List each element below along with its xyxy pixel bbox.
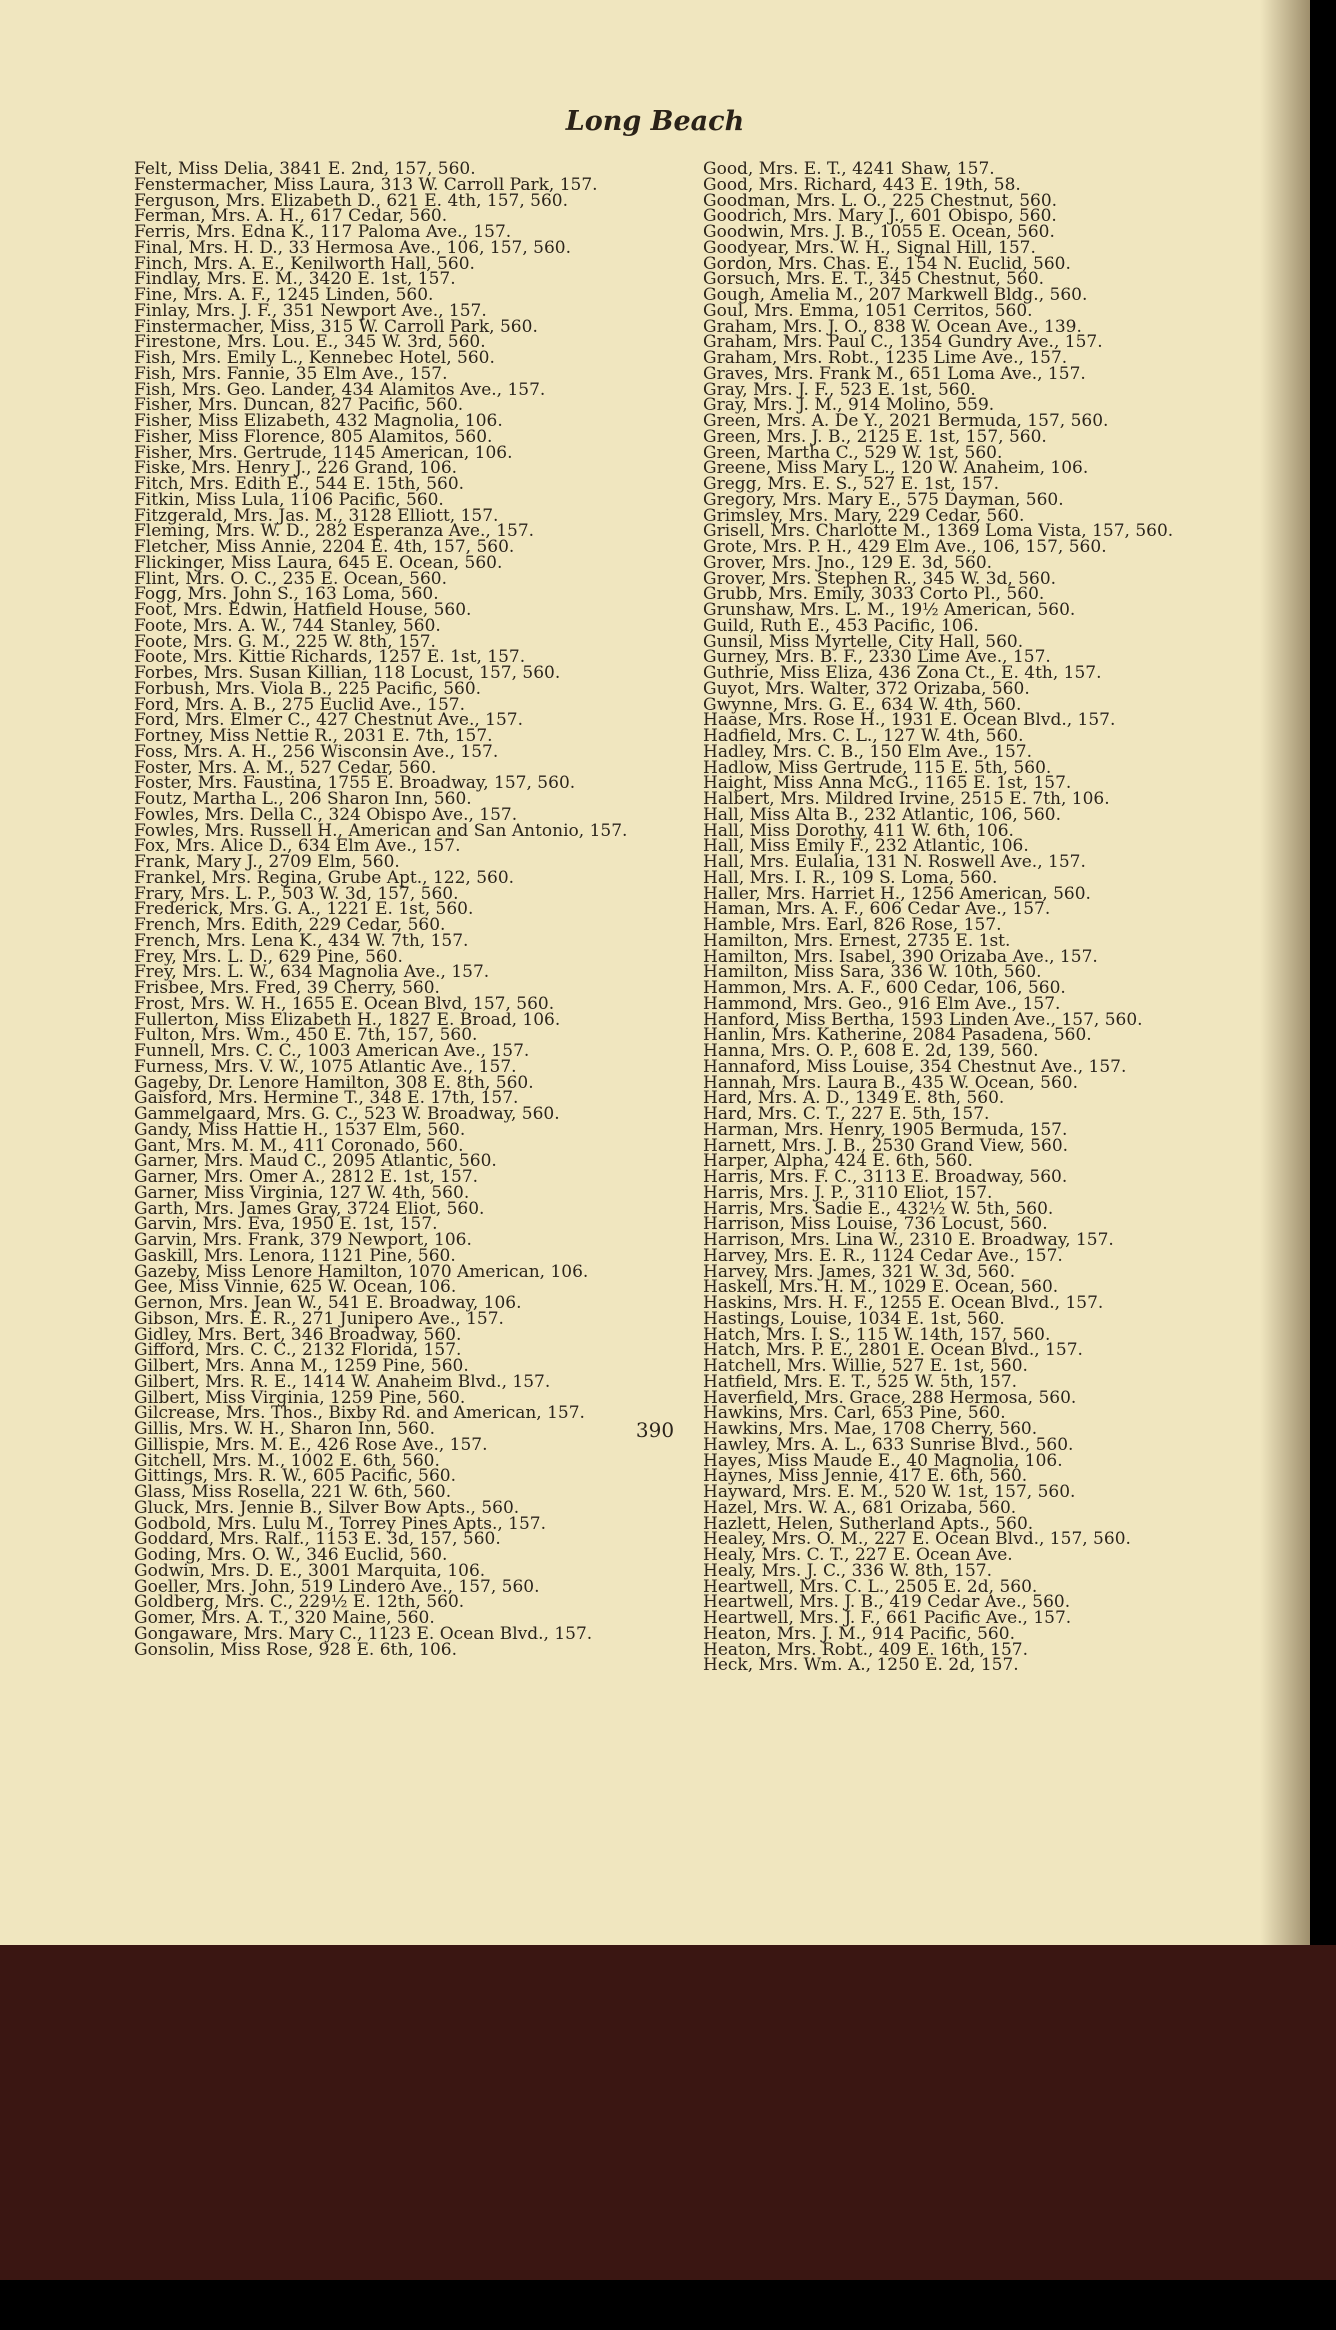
- directory-entry: Graham, Mrs. Paul C., 1354 Gundry Ave., 157.: [703, 332, 1103, 353]
- directory-entry: Goodrich, Mrs. Mary J., 601 Obispo, 560.: [703, 206, 1057, 227]
- directory-entry: Fortney, Miss Nettie R., 2031 E. 7th, 157.: [134, 726, 493, 746]
- directory-entry: Harris, Mrs. Sadie E., 432½ W. 5th, 560.: [703, 1198, 1054, 1219]
- directory-entry: Heartwell, Mrs. J. B., 419 Cedar Ave., 560.: [703, 1592, 1071, 1613]
- directory-entry: Hatchell, Mrs. Willie, 527 E. 1st, 560.: [703, 1356, 1028, 1376]
- directory-entry: Frisbee, Mrs. Fred, 39 Cherry, 560.: [134, 978, 440, 998]
- directory-entry: Grubb, Mrs. Emily, 3033 Corto Pl., 560.: [703, 584, 1045, 605]
- directory-entry: Hall, Mrs. I. R., 109 S. Loma, 560.: [703, 867, 998, 888]
- directory-entry: Hawkins, Mrs. Mae, 1708 Cherry, 560.: [703, 1419, 1038, 1439]
- directory-entry: Frankel, Mrs. Regina, Grube Apt., 122, 560.: [134, 867, 515, 888]
- directory-entry: Godwin, Mrs. D. E., 3001 Marquita, 106.: [134, 1560, 486, 1581]
- page-gutter-shadow: [1260, 0, 1310, 1945]
- directory-entry: Healy, Mrs. C. T., 227 E. Ocean Ave.: [703, 1545, 1013, 1565]
- directory-entry: Fitzgerald, Mrs. Jas. M., 3128 Elliott, 157.: [134, 505, 499, 526]
- directory-entry: Gidley, Mrs. Bert, 346 Broadway, 560.: [134, 1324, 462, 1345]
- directory-entry: Gillispie, Mrs. M. E., 426 Rose Ave., 157.: [134, 1434, 488, 1455]
- directory-entry: Fullerton, Miss Elizabeth H., 1827 E. Broad, 106.: [134, 1009, 561, 1030]
- directory-entry: Frey, Mrs. L. W., 634 Magnolia Ave., 157.: [134, 962, 490, 983]
- directory-entry: Gregory, Mrs. Mary E., 575 Dayman, 560.: [703, 489, 1064, 510]
- directory-entry: Gurney, Mrs. B. F., 2330 Lime Ave., 157.: [703, 647, 1051, 668]
- directory-entry: Foss, Mrs. A. H., 256 Wisconsin Ave., 157.: [134, 741, 499, 762]
- directory-entry: Harrison, Mrs. Lina W., 2310 E. Broadway, 157.: [703, 1230, 1114, 1250]
- directory-entry: Frey, Mrs. L. D., 629 Pine, 560.: [134, 946, 403, 967]
- directory-entry: Goeller, Mrs. John, 519 Lindero Ave., 157, 560.: [134, 1576, 540, 1597]
- directory-entry: Harrison, Miss Louise, 736 Locust, 560.: [703, 1214, 1048, 1235]
- directory-entry: Fox, Mrs. Alice D., 634 Elm Ave., 157.: [134, 836, 461, 857]
- directory-entry: Heartwell, Mrs. J. F., 661 Pacific Ave., 157.: [703, 1608, 1072, 1628]
- directory-entry: Heaton, Mrs. Robt., 409 E. 16th, 157.: [703, 1639, 1029, 1660]
- book-cover: [0, 1945, 1336, 2280]
- directory-entry: Gilbert, Miss Virginia, 1259 Pine, 560.: [134, 1387, 466, 1408]
- directory-entry: Gageby, Dr. Lenore Hamilton, 308 E. 8th, 560.: [134, 1072, 534, 1093]
- directory-entry: Ford, Mrs. A. B., 275 Euclid Ave., 157.: [134, 694, 465, 715]
- directory-entry: Fisher, Miss Florence, 805 Alamitos, 560.: [134, 426, 493, 447]
- directory-entry: Forbush, Mrs. Viola B., 225 Pacific, 560.: [134, 678, 482, 699]
- directory-entry: Fletcher, Miss Annie, 2204 E. 4th, 157, 560.: [134, 537, 515, 557]
- directory-entry: Halbert, Mrs. Mildred Irvine, 2515 E. 7th, 106.: [703, 789, 1110, 809]
- page-number: 390: [635, 1418, 675, 1442]
- page-header: Long Beach: [565, 106, 745, 137]
- directory-entry: Good, Mrs. Richard, 443 E. 19th, 58.: [703, 174, 1021, 195]
- directory-entry: Fisher, Mrs. Gertrude, 1145 American, 106.: [134, 442, 513, 463]
- directory-entry: Fisher, Miss Elizabeth, 432 Magnolia, 106.: [134, 411, 503, 431]
- directory-entry: Hatch, Mrs. I. S., 115 W. 14th, 157, 560.: [703, 1324, 1051, 1345]
- directory-entry: Frank, Mary J., 2709 Elm, 560.: [134, 852, 400, 872]
- directory-entry: Hammon, Mrs. A. F., 600 Cedar, 106, 560.: [703, 978, 1066, 998]
- directory-entry: Harris, Mrs. F. C., 3113 E. Broadway, 560.: [703, 1167, 1068, 1187]
- directory-entry: Hatfield, Mrs. E. T., 525 W. 5th, 157.: [703, 1371, 1018, 1392]
- directory-entry: Hawkins, Mrs. Carl, 653 Pine, 560.: [703, 1403, 1006, 1424]
- directory-entry: Harnett, Mrs. J. B., 2530 Grand View, 560.: [703, 1135, 1069, 1156]
- directory-entry: Garth, Mrs. James Gray, 3724 Eliot, 560.: [134, 1198, 485, 1219]
- directory-entry: French, Mrs. Lena K., 434 W. 7th, 157.: [134, 930, 469, 951]
- directory-entry: Hard, Mrs. A. D., 1349 E. 8th, 560.: [703, 1088, 1005, 1109]
- directory-entry: Grimsley, Mrs. Mary, 229 Cedar, 560.: [703, 505, 1025, 526]
- directory-entry: Hazlett, Helen, Sutherland Apts., 560.: [703, 1513, 1034, 1534]
- directory-entry: Haman, Mrs. A. F., 606 Cedar Ave., 157.: [703, 899, 1051, 920]
- directory-entry: Felt, Miss Delia, 3841 E. 2nd, 157, 560.: [134, 159, 476, 179]
- directory-entry: Goldberg, Mrs. C., 229½ E. 12th, 560.: [134, 1592, 465, 1613]
- directory-entry: Foutz, Martha L., 206 Sharon Inn, 560.: [134, 789, 472, 809]
- directory-entry: Gandy, Miss Hattie H., 1537 Elm, 560.: [134, 1119, 466, 1140]
- directory-entry: Fine, Mrs. A. F., 1245 Linden, 560.: [134, 285, 434, 305]
- directory-entry: Gonsolin, Miss Rose, 928 E. 6th, 106.: [134, 1639, 457, 1660]
- directory-entry: Flint, Mrs. O. C., 235 E. Ocean, 560.: [134, 568, 448, 589]
- directory-entry: Gongaware, Mrs. Mary C., 1123 E. Ocean Blvd., 157.: [134, 1623, 593, 1644]
- directory-entry: Gilbert, Mrs. Anna M., 1259 Pine, 560.: [134, 1356, 469, 1376]
- directory-entry: Final, Mrs. H. D., 33 Hermosa Ave., 106, 157, 560.: [134, 237, 571, 258]
- directory-entry: Guyot, Mrs. Walter, 372 Orizaba, 560.: [703, 678, 1030, 699]
- directory-entry: Goul, Mrs. Emma, 1051 Cerritos, 560.: [703, 300, 1033, 321]
- directory-entry: Ferris, Mrs. Edna K., 117 Paloma Ave., 157.: [134, 222, 512, 242]
- directory-entry: Gough, Amelia M., 207 Markwell Bldg., 560.: [703, 285, 1088, 305]
- directory-entry: Guild, Ruth E., 453 Pacific, 106.: [703, 615, 979, 636]
- directory-entry: Harvey, Mrs. James, 321 W. 3d, 560.: [703, 1261, 1016, 1282]
- directory-entry: Gittings, Mrs. R. W., 605 Pacific, 560.: [134, 1466, 457, 1487]
- directory-entry: Graham, Mrs. Robt., 1235 Lime Ave., 157.: [703, 348, 1068, 368]
- directory-entry: Godbold, Mrs. Lulu M., Torrey Pines Apts., 157.: [134, 1513, 547, 1534]
- directory-entry: Fitkin, Miss Lula, 1106 Pacific, 560.: [134, 489, 444, 510]
- directory-entry: Hadley, Mrs. C. B., 150 Elm Ave., 157.: [703, 741, 1033, 762]
- directory-entry: Frost, Mrs. W. H., 1655 E. Ocean Blvd, 157, 560.: [134, 993, 555, 1014]
- directory-entry: Harman, Mrs. Henry, 1905 Bermuda, 157.: [703, 1119, 1068, 1140]
- directory-entry: Haller, Mrs. Harriet H., 1256 American, 560.: [703, 883, 1091, 904]
- directory-entry: Hammond, Mrs. Geo., 916 Elm Ave., 157.: [703, 993, 1061, 1014]
- directory-entry: Hayes, Miss Maude E., 40 Magnolia, 106.: [703, 1450, 1063, 1471]
- directory-entry: Fulton, Mrs. Wm., 450 E. 7th, 157, 560.: [134, 1025, 478, 1046]
- directory-entry: Finlay, Mrs. J. F., 351 Newport Ave., 157.: [134, 300, 487, 321]
- directory-entry: Graves, Mrs. Frank M., 651 Loma Ave., 157.: [703, 363, 1086, 384]
- directory-entry: Fitch, Mrs. Edith E., 544 E. 15th, 560.: [134, 474, 465, 494]
- directory-entry: Goding, Mrs. O. W., 346 Euclid, 560.: [134, 1545, 448, 1565]
- directory-entry: Fish, Mrs. Geo. Lander, 434 Alamitos Ave., 157.: [134, 379, 546, 400]
- directory-entry: Hadlow, Miss Gertrude, 115 E. 5th, 560.: [703, 757, 1052, 778]
- directory-entry: Foote, Mrs. Kittie Richards, 1257 E. 1st, 157.: [134, 647, 526, 668]
- directory-entry: Fish, Mrs. Emily L., Kennebec Hotel, 560.: [134, 348, 495, 368]
- directory-entry: Green, Mrs. A. De Y., 2021 Bermuda, 157, 560.: [703, 411, 1109, 431]
- directory-entry: Frederick, Mrs. G. A., 1221 E. 1st, 560.: [134, 899, 474, 920]
- background-bottom: [0, 2280, 1336, 2330]
- directory-entry: Grover, Mrs. Stephen R., 345 W. 3d, 560.: [703, 568, 1057, 589]
- directory-entry: Haskell, Mrs. H. M., 1029 E. Ocean, 560.: [703, 1277, 1059, 1298]
- directory-entry: Good, Mrs. E. T., 4241 Shaw, 157.: [703, 159, 995, 179]
- directory-entry: Gammelgaard, Mrs. G. C., 523 W. Broadway, 560.: [134, 1104, 560, 1124]
- directory-entry: Ford, Mrs. Elmer C., 427 Chestnut Ave., 157.: [134, 710, 524, 731]
- directory-entry: Fowles, Mrs. Russell H., American and San Antonio, 157.: [134, 820, 628, 841]
- directory-entry: Foote, Mrs. G. M., 225 W. 8th, 157.: [134, 631, 436, 652]
- directory-entry: Gitchell, Mrs. M., 1002 E. 6th, 560.: [134, 1450, 440, 1471]
- directory-entry: Furness, Mrs. V. W., 1075 Atlantic Ave., 157.: [134, 1056, 517, 1077]
- directory-entry: Healy, Mrs. J. C., 336 W. 8th, 157.: [703, 1560, 993, 1581]
- directory-entry: Finstermacher, Miss, 315 W. Carroll Park, 560.: [134, 316, 538, 337]
- directory-entry: Forbes, Mrs. Susan Killian, 118 Locust, 157, 560.: [134, 663, 561, 683]
- directory-entry: Hall, Mrs. Eulalia, 131 N. Roswell Ave., 157.: [703, 852, 1086, 872]
- directory-entry: Gee, Miss Vinnie, 625 W. Ocean, 106.: [134, 1277, 457, 1298]
- directory-entry: Heaton, Mrs. J. M., 914 Pacific, 560.: [703, 1623, 1015, 1644]
- directory-entry: Fish, Mrs. Fannie, 35 Elm Ave., 157.: [134, 363, 448, 384]
- directory-entry: Hadfield, Mrs. C. L., 127 W. 4th, 560.: [703, 726, 1024, 746]
- directory-entry: Hawley, Mrs. A. L., 633 Sunrise Blvd., 560.: [703, 1434, 1074, 1455]
- directory-entry: Hatch, Mrs. P. E., 2801 E. Ocean Blvd., 157.: [703, 1340, 1083, 1361]
- directory-entry: Garner, Miss Virginia, 127 W. 4th, 560.: [134, 1182, 470, 1203]
- directory-entry: Hannah, Mrs. Laura B., 435 W. Ocean, 560.: [703, 1072, 1078, 1093]
- directory-entry: Garvin, Mrs. Frank, 379 Newport, 106.: [134, 1230, 472, 1250]
- directory-entry: Glass, Miss Rosella, 221 W. 6th, 560.: [134, 1482, 452, 1502]
- directory-entry: Garner, Mrs. Omer A., 2812 E. 1st, 157.: [134, 1167, 479, 1187]
- directory-entry: Gaisford, Mrs. Hermine T., 348 E. 17th, 157.: [134, 1088, 519, 1109]
- directory-entry: Hannaford, Miss Louise, 354 Chestnut Ave., 157.: [703, 1056, 1127, 1077]
- directory-entry: Goodwin, Mrs. J. B., 1055 E. Ocean, 560.: [703, 222, 1055, 242]
- directory-entry: Graham, Mrs. J. O., 838 W. Ocean Ave., 139.: [703, 316, 1082, 337]
- directory-entry: Gaskill, Mrs. Lenora, 1121 Pine, 560.: [134, 1245, 456, 1266]
- directory-entry: Green, Mrs. J. B., 2125 E. 1st, 157, 560.: [703, 426, 1047, 447]
- directory-entry: Gwynne, Mrs. G. E., 634 W. 4th, 560.: [703, 694, 1022, 715]
- directory-entry: Fleming, Mrs. W. D., 282 Esperanza Ave., 157.: [134, 521, 535, 542]
- directory-entry: Foster, Mrs. Faustina, 1755 E. Broadway, 157, 560.: [134, 773, 576, 794]
- directory-entry: Hall, Miss Dorothy, 411 W. 6th, 106.: [703, 820, 1014, 841]
- directory-entry: Grisell, Mrs. Charlotte M., 1369 Loma Vista, 157, 560.: [703, 521, 1174, 542]
- right-column: [703, 159, 1243, 1676]
- directory-entry: Hamilton, Mrs. Ernest, 2735 E. 1st.: [703, 930, 1011, 951]
- directory-entry: Grote, Mrs. P. H., 429 Elm Ave., 106, 157, 560.: [703, 537, 1107, 557]
- directory-entry: Fowles, Mrs. Della C., 324 Obispo Ave., 157.: [134, 804, 518, 825]
- directory-entry: Grover, Mrs. Jno., 129 E. 3d, 560.: [703, 552, 993, 573]
- directory-entry: Haskins, Mrs. H. F., 1255 E. Ocean Blvd., 157.: [703, 1293, 1104, 1313]
- directory-entry: Gant, Mrs. M. M., 411 Coronado, 560.: [134, 1135, 464, 1156]
- directory-entry: Hazel, Mrs. W. A., 681 Orizaba, 560.: [703, 1497, 1017, 1518]
- directory-entry: Goddard, Mrs. Ralf., 1153 E. 3d, 157, 560.: [134, 1529, 501, 1550]
- directory-entry: Haight, Miss Anna McG., 1165 E. 1st, 157.: [703, 773, 1072, 794]
- directory-entry: Finch, Mrs. A. E., Kenilworth Hall, 560.: [134, 253, 475, 274]
- directory-entry: Fogg, Mrs. John S., 163 Loma, 560.: [134, 584, 439, 605]
- directory-entry: Findlay, Mrs. E. M., 3420 E. 1st, 157.: [134, 269, 456, 290]
- directory-entry: Guthrie, Miss Eliza, 436 Zona Ct., E. 4th, 157.: [703, 663, 1102, 683]
- directory-entry: Greene, Miss Mary L., 120 W. Anaheim, 106.: [703, 458, 1089, 479]
- directory-entry: Green, Martha C., 529 W. 1st, 560.: [703, 442, 1003, 463]
- directory-entry: Gordon, Mrs. Chas. E., 154 N. Euclid, 560.: [703, 253, 1071, 274]
- directory-entry: Gazeby, Miss Lenore Hamilton, 1070 American, 106.: [134, 1261, 589, 1282]
- directory-entry: Gillis, Mrs. W. H., Sharon Inn, 560.: [134, 1419, 435, 1439]
- directory-entry: Gray, Mrs. J. F., 523 E. 1st, 560.: [703, 379, 976, 400]
- directory-entry: Funnell, Mrs. C. C., 1003 American Ave., 157.: [134, 1041, 530, 1061]
- directory-entry: Foote, Mrs. A. W., 744 Stanley, 560.: [134, 615, 441, 636]
- directory-entry: Hard, Mrs. C. T., 227 E. 5th, 157.: [703, 1104, 990, 1124]
- directory-entry: Gunsil, Miss Myrtelle, City Hall, 560.: [703, 631, 1024, 652]
- directory-entry: Hamble, Mrs. Earl, 826 Rose, 157.: [703, 915, 1002, 935]
- directory-entry: Gernon, Mrs. Jean W., 541 E. Broadway, 106.: [134, 1293, 522, 1313]
- directory-entry: Hayward, Mrs. E. M., 520 W. 1st, 157, 560.: [703, 1482, 1076, 1502]
- directory-entry: Heartwell, Mrs. C. L., 2505 E. 2d, 560.: [703, 1576, 1038, 1597]
- directory-entry: French, Mrs. Edith, 229 Cedar, 560.: [134, 915, 446, 935]
- directory-entry: Gray, Mrs. J. M., 914 Molino, 559.: [703, 395, 995, 416]
- directory-entry: Foot, Mrs. Edwin, Hatfield House, 560.: [134, 600, 472, 620]
- directory-entry: Garner, Mrs. Maud C., 2095 Atlantic, 560.: [134, 1151, 497, 1172]
- directory-entry: Harper, Alpha, 424 E. 6th, 560.: [703, 1151, 973, 1172]
- directory-entry: Haverfield, Mrs. Grace, 288 Hermosa, 560.: [703, 1387, 1077, 1408]
- directory-entry: Hall, Miss Emily F., 232 Atlantic, 106.: [703, 836, 1029, 857]
- directory-entry: Frary, Mrs. L. P., 503 W. 3d, 157, 560.: [134, 883, 459, 904]
- directory-entry: Gorsuch, Mrs. E. T., 345 Chestnut, 560.: [703, 269, 1045, 290]
- directory-entry: Harris, Mrs. J. P., 3110 Eliot, 157.: [703, 1182, 993, 1203]
- directory-entry: Fenstermacher, Miss Laura, 313 W. Carroll Park, 157.: [134, 174, 598, 195]
- directory-entry: Goodyear, Mrs. W. H., Signal Hill, 157.: [703, 237, 1036, 258]
- directory-entry: Garvin, Mrs. Eva, 1950 E. 1st, 157.: [134, 1214, 438, 1235]
- directory-entry: Firestone, Mrs. Lou. E., 345 W. 3rd, 560.: [134, 332, 486, 353]
- directory-entry: Hanford, Miss Bertha, 1593 Linden Ave., 157, 560.: [703, 1009, 1143, 1030]
- directory-entry: Ferguson, Mrs. Elizabeth D., 621 E. 4th, 157, 560.: [134, 190, 568, 211]
- directory-entry: Gregg, Mrs. E. S., 527 E. 1st, 157.: [703, 474, 999, 494]
- directory-entry: Gilbert, Mrs. R. E., 1414 W. Anaheim Blvd., 157.: [134, 1371, 551, 1392]
- directory-entry: Hamilton, Mrs. Isabel, 390 Orizaba Ave., 157.: [703, 946, 1098, 967]
- directory-entry: Gifford, Mrs. C. C., 2132 Florida, 157.: [134, 1340, 462, 1361]
- directory-entry: Ferman, Mrs. A. H., 617 Cedar, 560.: [134, 206, 448, 227]
- directory-entry: Hanlin, Mrs. Katherine, 2084 Pasadena, 560.: [703, 1025, 1092, 1046]
- directory-entry: Flickinger, Miss Laura, 645 E. Ocean, 560.: [134, 552, 503, 573]
- directory-entry: Hanna, Mrs. O. P., 608 E. 2d, 139, 560.: [703, 1041, 1039, 1061]
- directory-entry: Gomer, Mrs. A. T., 320 Maine, 560.: [134, 1608, 435, 1628]
- directory-entry: Hastings, Louise, 1034 E. 1st, 560.: [703, 1308, 1005, 1329]
- directory-entry: Gibson, Mrs. E. R., 271 Junipero Ave., 157.: [134, 1308, 504, 1329]
- directory-entry: Gilcrease, Mrs. Thos., Bixby Rd. and American, 157.: [134, 1403, 585, 1424]
- directory-entry: Haynes, Miss Jennie, 417 E. 6th, 560.: [703, 1466, 1028, 1487]
- directory-entry: Fisher, Mrs. Duncan, 827 Pacific, 560.: [134, 395, 464, 416]
- directory-entry: Grunshaw, Mrs. L. M., 19½ American, 560.: [703, 600, 1076, 620]
- directory-entry: Hall, Miss Alta B., 232 Atlantic, 106, 560.: [703, 804, 1062, 825]
- directory-entry: Foster, Mrs. A. M., 527 Cedar, 560.: [134, 757, 437, 778]
- directory-entry: Haase, Mrs. Rose H., 1931 E. Ocean Blvd., 157.: [703, 710, 1116, 731]
- directory-entry: Gluck, Mrs. Jennie B., Silver Bow Apts., 560.: [134, 1497, 520, 1518]
- directory-entry: Fiske, Mrs. Henry J., 226 Grand, 106.: [134, 458, 458, 479]
- directory-entry: Heck, Mrs. Wm. A., 1250 E. 2d, 157.: [703, 1655, 1019, 1676]
- directory-entry: Healey, Mrs. O. M., 227 E. Ocean Blvd., 157, 560.: [703, 1529, 1131, 1550]
- directory-entry: Hamilton, Miss Sara, 336 W. 10th, 560.: [703, 962, 1042, 983]
- directory-entry: Harvey, Mrs. E. R., 1124 Cedar Ave., 157.: [703, 1245, 1063, 1266]
- directory-entry: Goodman, Mrs. L. O., 225 Chestnut, 560.: [703, 190, 1058, 211]
